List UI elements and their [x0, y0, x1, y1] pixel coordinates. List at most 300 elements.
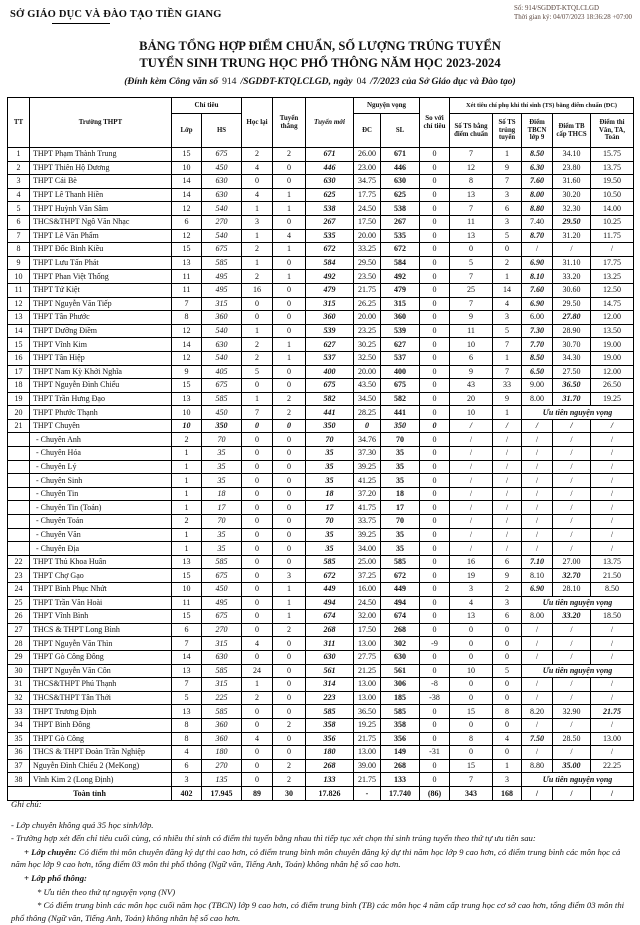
data-cell: / [553, 678, 591, 692]
data-cell: / [553, 623, 591, 637]
data-cell: 630 [381, 175, 420, 189]
data-cell: 17 [306, 501, 354, 515]
data-cell: 2 [242, 148, 273, 162]
data-cell: 70 [306, 515, 354, 529]
agency-name: SỞ GIÁO DỤC VÀ ĐÀO TẠO TIỀN GIANG [10, 9, 222, 20]
data-cell: / [522, 447, 553, 461]
data-cell: 8.50 [522, 148, 553, 162]
data-cell: 582 [381, 392, 420, 406]
table-subrow [8, 528, 634, 542]
data-cell: 268 [306, 759, 354, 773]
school-name-cell: THPT Tứ Kiệt [30, 283, 172, 297]
data-cell: 0 [242, 705, 273, 719]
subtitle [0, 76, 640, 87]
data-cell: 70 [306, 433, 354, 447]
data-cell: 9 [172, 365, 202, 379]
data-cell: 8 [450, 175, 493, 189]
data-cell: 0 [420, 297, 450, 311]
school-name-cell: THPT Tân Hiệp [30, 351, 172, 365]
results-table-wrap [7, 97, 634, 801]
data-cell: 0 [273, 311, 306, 325]
data-cell: 39.25 [354, 460, 381, 474]
data-cell: / [522, 691, 553, 705]
data-cell: 33.20 [553, 610, 591, 624]
school-name-cell: - Chuyên Toán [30, 515, 172, 529]
row-number-cell: 11 [8, 283, 30, 297]
table-row [8, 188, 634, 202]
data-cell: 268 [381, 759, 420, 773]
data-cell: / [450, 419, 493, 433]
data-cell: 450 [202, 583, 242, 597]
data-cell: 630 [306, 650, 354, 664]
data-cell: 3 [493, 311, 522, 325]
data-cell: 23.50 [354, 270, 381, 284]
results-table [7, 97, 634, 801]
row-number-cell: 17 [8, 365, 30, 379]
data-cell: 6.50 [522, 365, 553, 379]
data-cell: 0 [420, 528, 450, 542]
data-cell: 0 [242, 379, 273, 393]
data-cell: 0 [420, 447, 450, 461]
school-name-cell: THPT Gò Công [30, 732, 172, 746]
col-tt: TT [8, 98, 30, 148]
data-cell: 31.70 [553, 392, 591, 406]
data-cell: / [553, 243, 591, 257]
data-cell: 35 [202, 542, 242, 556]
data-cell: / [591, 433, 634, 447]
data-cell: 33.25 [354, 243, 381, 257]
data-cell: 675 [306, 379, 354, 393]
data-cell: 17 [202, 501, 242, 515]
school-name-cell: THPT Nguyễn Văn Thìn [30, 637, 172, 651]
data-cell: 0 [273, 637, 306, 651]
data-cell: / [591, 691, 634, 705]
data-cell: 10 [450, 664, 493, 678]
data-cell: 405 [202, 365, 242, 379]
row-number-cell: 21 [8, 419, 30, 433]
data-cell: 1 [172, 474, 202, 488]
data-cell: 26.25 [354, 297, 381, 311]
data-cell: 306 [381, 678, 420, 692]
data-cell: 0 [242, 460, 273, 474]
data-cell: 315 [202, 297, 242, 311]
col-so-voi-chi-tieu: So với chỉ tiêu [420, 98, 450, 148]
school-name-cell: THCS & THPT Long Bình [30, 623, 172, 637]
total-data-cell: 343 [450, 786, 493, 801]
data-cell: 9 [450, 365, 493, 379]
data-cell: 5 [172, 691, 202, 705]
data-cell: 12 [172, 202, 202, 216]
data-cell: 39.25 [354, 528, 381, 542]
data-cell: 7.10 [522, 555, 553, 569]
data-cell: 4 [242, 188, 273, 202]
data-cell: 585 [202, 555, 242, 569]
data-cell: 7 [172, 678, 202, 692]
data-cell: 17.75 [354, 188, 381, 202]
total-data-cell: / [553, 786, 591, 801]
data-cell: / [493, 474, 522, 488]
data-cell: 28.25 [354, 406, 381, 420]
table-header [8, 98, 634, 148]
data-cell: 0 [420, 718, 450, 732]
data-cell: 35 [306, 447, 354, 461]
data-cell: 13.25 [591, 270, 634, 284]
data-cell: 8 [450, 732, 493, 746]
data-cell: 441 [306, 406, 354, 420]
data-cell: 0 [273, 515, 306, 529]
data-cell: 7.70 [522, 338, 553, 352]
data-cell: 14.75 [591, 297, 634, 311]
data-cell: 9 [493, 392, 522, 406]
col-so-ts-bang-diem-chuan: Số TS bằng điểm chuẩn [450, 114, 493, 148]
data-cell: 8.00 [522, 610, 553, 624]
data-cell: 10.50 [591, 188, 634, 202]
data-cell: 18.50 [591, 610, 634, 624]
school-name-cell: THPT Bình Đông [30, 718, 172, 732]
data-cell: 302 [381, 637, 420, 651]
data-cell: 0 [420, 229, 450, 243]
data-cell: 0 [420, 243, 450, 257]
data-cell: / [591, 419, 634, 433]
school-name-cell: THPT Phạm Thành Trung [30, 148, 172, 162]
data-cell: 630 [202, 650, 242, 664]
data-cell: 133 [381, 773, 420, 787]
data-cell: 2 [242, 270, 273, 284]
data-cell: 0 [273, 746, 306, 760]
data-cell: 1 [273, 202, 306, 216]
data-cell: 450 [202, 406, 242, 420]
data-cell: / [553, 637, 591, 651]
data-cell: 0 [242, 501, 273, 515]
col-group-xet-tieu-chi: Xét tiêu chí phụ khi thí sinh (TS) bằng điểm chuẩn (ĐC) [450, 98, 634, 114]
data-cell: 0 [242, 311, 273, 325]
data-cell: / [591, 487, 634, 501]
data-cell: / [493, 433, 522, 447]
subtitle-part: /SGDĐT-KTQLCLGD, ngày [240, 76, 353, 87]
data-cell: 12 [450, 161, 493, 175]
data-cell: 494 [306, 596, 354, 610]
data-cell: 627 [381, 338, 420, 352]
data-cell: 30.60 [553, 283, 591, 297]
data-cell: 270 [202, 759, 242, 773]
row-number-cell: 3 [8, 175, 30, 189]
total-data-cell: 17.826 [306, 786, 354, 801]
data-cell: 27.00 [553, 555, 591, 569]
data-cell: 441 [381, 406, 420, 420]
data-cell: 495 [202, 283, 242, 297]
notes-heading: Ghi chú: [11, 799, 42, 809]
school-name-cell: THCS & THPT Đoàn Trần Nghiệp [30, 746, 172, 760]
data-cell: 1 [493, 270, 522, 284]
data-cell: / [522, 746, 553, 760]
table-row [8, 148, 634, 162]
data-cell: 1 [242, 202, 273, 216]
data-cell: 675 [202, 243, 242, 257]
data-cell: / [522, 515, 553, 529]
data-cell: 356 [381, 732, 420, 746]
data-cell: 7 [450, 148, 493, 162]
school-name-cell: THPT Chợ Gạo [30, 569, 172, 583]
data-cell: 1 [273, 270, 306, 284]
data-cell: 6.30 [522, 161, 553, 175]
table-row [8, 664, 634, 678]
row-number-cell: 23 [8, 569, 30, 583]
table-row [8, 596, 634, 610]
data-cell: 39.00 [354, 759, 381, 773]
data-cell: 584 [306, 256, 354, 270]
data-cell: -9 [420, 637, 450, 651]
data-cell: / [591, 650, 634, 664]
row-number-cell: 12 [8, 297, 30, 311]
data-cell: 15 [172, 379, 202, 393]
data-cell: 582 [306, 392, 354, 406]
data-cell: 34.76 [354, 433, 381, 447]
table-row [8, 365, 634, 379]
data-cell: 10.25 [591, 215, 634, 229]
data-cell: 538 [381, 202, 420, 216]
row-number-cell [8, 460, 30, 474]
data-cell: 133 [306, 773, 354, 787]
data-cell: 18 [381, 487, 420, 501]
subtitle-number: 914 [222, 76, 237, 87]
data-cell: / [522, 419, 553, 433]
data-cell: 0 [242, 297, 273, 311]
data-cell: 4 [273, 229, 306, 243]
data-cell: 0 [273, 487, 306, 501]
data-cell: 10 [172, 583, 202, 597]
data-cell: 19.50 [591, 175, 634, 189]
data-cell: 585 [306, 705, 354, 719]
data-cell: 30.20 [553, 188, 591, 202]
data-cell: 17.50 [354, 623, 381, 637]
school-name-cell: - Chuyên Địa [30, 542, 172, 556]
data-cell: 675 [381, 379, 420, 393]
school-name-cell: THPT Lưu Tấn Phát [30, 256, 172, 270]
table-row [8, 583, 634, 597]
data-cell: 16.00 [354, 583, 381, 597]
total-data-cell: 89 [242, 786, 273, 801]
data-cell: 535 [381, 229, 420, 243]
data-cell: 1 [242, 678, 273, 692]
data-cell: 2 [273, 773, 306, 787]
data-cell: 70 [202, 515, 242, 529]
row-number-cell: 10 [8, 270, 30, 284]
table-row [8, 229, 634, 243]
data-cell: 13.50 [591, 324, 634, 338]
data-cell: 2 [273, 406, 306, 420]
data-cell: 9 [493, 161, 522, 175]
data-cell: 0 [420, 406, 450, 420]
data-cell: 625 [381, 188, 420, 202]
data-cell: 12.00 [591, 365, 634, 379]
data-cell: 4 [493, 732, 522, 746]
row-number-cell: 25 [8, 596, 30, 610]
data-cell: 37.20 [354, 487, 381, 501]
school-name-cell: THPT Phan Việt Thống [30, 270, 172, 284]
data-cell: 7.50 [522, 732, 553, 746]
data-cell: 4 [493, 297, 522, 311]
data-cell: 14.00 [591, 202, 634, 216]
data-cell: 21.75 [591, 705, 634, 719]
data-cell: 5 [493, 229, 522, 243]
data-cell: 0 [420, 148, 450, 162]
col-dc: ĐC [354, 114, 381, 148]
data-cell: 0 [450, 691, 493, 705]
row-number-cell: 20 [8, 406, 30, 420]
data-cell: 450 [202, 161, 242, 175]
data-cell: 15.75 [591, 148, 634, 162]
data-cell: 0 [354, 419, 381, 433]
table-row [8, 637, 634, 651]
data-cell: 0 [273, 678, 306, 692]
data-cell: 400 [381, 365, 420, 379]
data-cell: 561 [381, 664, 420, 678]
data-cell: 9.00 [522, 379, 553, 393]
data-cell: 7.60 [522, 175, 553, 189]
data-cell: / [553, 650, 591, 664]
table-subrow [8, 542, 634, 556]
data-cell: 0 [273, 256, 306, 270]
data-cell: 35.00 [553, 759, 591, 773]
data-cell: 14 [172, 175, 202, 189]
data-cell: 0 [450, 718, 493, 732]
data-cell: 0 [273, 283, 306, 297]
row-number-cell: 34 [8, 718, 30, 732]
data-cell: 0 [242, 447, 273, 461]
data-cell: 492 [381, 270, 420, 284]
row-number-cell [8, 474, 30, 488]
data-cell: 1 [273, 188, 306, 202]
data-cell: 0 [420, 202, 450, 216]
data-cell: 0 [420, 215, 450, 229]
data-cell: 535 [306, 229, 354, 243]
school-name-cell: - Chuyên Lý [30, 460, 172, 474]
data-cell: 10 [172, 419, 202, 433]
priority-note-cell: Ưu tiên nguyện vọng [522, 664, 634, 678]
priority-note-cell: Ưu tiên nguyện vọng [522, 773, 634, 787]
data-cell: / [522, 637, 553, 651]
priority-note-cell: Ưu tiên nguyện vọng [522, 406, 634, 420]
data-cell: 180 [202, 746, 242, 760]
data-cell: 350 [202, 419, 242, 433]
data-cell: 25.00 [354, 555, 381, 569]
data-cell: / [553, 433, 591, 447]
data-cell: 0 [420, 365, 450, 379]
data-cell: 17 [381, 501, 420, 515]
data-cell: 29.50 [553, 215, 591, 229]
data-cell: -38 [420, 691, 450, 705]
row-number-cell [8, 515, 30, 529]
data-cell: 30.70 [553, 338, 591, 352]
data-cell: 25 [450, 283, 493, 297]
data-cell: 0 [242, 650, 273, 664]
data-cell: 2 [493, 583, 522, 597]
data-cell: 11 [172, 596, 202, 610]
data-cell: 13.75 [591, 161, 634, 175]
col-so-ts-trung-tuyen: Số TS trúng tuyển [493, 114, 522, 148]
data-cell: 630 [306, 175, 354, 189]
data-cell: 358 [381, 718, 420, 732]
data-cell: / [591, 678, 634, 692]
data-cell: / [522, 650, 553, 664]
data-cell: 8.70 [522, 229, 553, 243]
data-cell: 0 [420, 460, 450, 474]
data-cell: 35 [381, 447, 420, 461]
data-cell: / [553, 447, 591, 461]
data-cell: 8.20 [522, 705, 553, 719]
school-name-cell: - Chuyên Văn [30, 528, 172, 542]
data-cell: 315 [381, 297, 420, 311]
data-cell: 0 [242, 746, 273, 760]
school-name-cell: - Chuyên Tin [30, 487, 172, 501]
data-cell: 1 [172, 460, 202, 474]
data-cell: / [522, 243, 553, 257]
data-cell: / [553, 528, 591, 542]
data-cell: / [591, 474, 634, 488]
data-cell: / [591, 718, 634, 732]
data-cell: 15 [172, 148, 202, 162]
data-cell: 1 [273, 583, 306, 597]
data-cell: 0 [273, 297, 306, 311]
data-cell: 7.40 [522, 215, 553, 229]
data-cell: 3 [172, 773, 202, 787]
table-row [8, 215, 634, 229]
data-cell: 149 [381, 746, 420, 760]
data-cell: 15 [450, 759, 493, 773]
school-name-cell: Vĩnh Kim 2 (Long Định) [30, 773, 172, 787]
data-cell: 31.60 [553, 175, 591, 189]
data-cell: 0 [420, 433, 450, 447]
data-cell: 675 [202, 610, 242, 624]
data-cell: / [591, 460, 634, 474]
data-cell: 671 [306, 148, 354, 162]
data-cell: 6 [493, 555, 522, 569]
data-cell: / [553, 460, 591, 474]
data-cell: 0 [273, 324, 306, 338]
table-row [8, 705, 634, 719]
data-cell: 7 [450, 297, 493, 311]
school-name-cell: Nguyễn Đình Chiểu 2 (MeKong) [30, 759, 172, 773]
data-cell: 7 [493, 338, 522, 352]
data-cell: / [553, 501, 591, 515]
data-cell: / [591, 542, 634, 556]
school-name-cell: THPT Gò Công Đông [30, 650, 172, 664]
data-cell: / [553, 691, 591, 705]
data-cell: 7 [450, 202, 493, 216]
data-cell: 5 [493, 664, 522, 678]
table-row [8, 270, 634, 284]
school-name-cell: THCS&THPT Phú Thạnh [30, 678, 172, 692]
data-cell: 13.00 [354, 746, 381, 760]
data-cell: 0 [420, 732, 450, 746]
data-cell: 672 [381, 569, 420, 583]
data-cell: 446 [306, 161, 354, 175]
data-cell: 0 [273, 650, 306, 664]
total-data-cell: 402 [172, 786, 202, 801]
data-cell: 0 [420, 650, 450, 664]
data-cell: 537 [306, 351, 354, 365]
data-cell: 400 [306, 365, 354, 379]
data-cell: 30.25 [354, 338, 381, 352]
data-cell: 0 [273, 460, 306, 474]
data-cell: 0 [420, 759, 450, 773]
data-cell: 0 [273, 161, 306, 175]
data-cell: 0 [273, 215, 306, 229]
data-cell: 1 [172, 542, 202, 556]
data-cell: 0 [242, 433, 273, 447]
data-cell: 10 [450, 338, 493, 352]
data-cell: 13.00 [591, 732, 634, 746]
